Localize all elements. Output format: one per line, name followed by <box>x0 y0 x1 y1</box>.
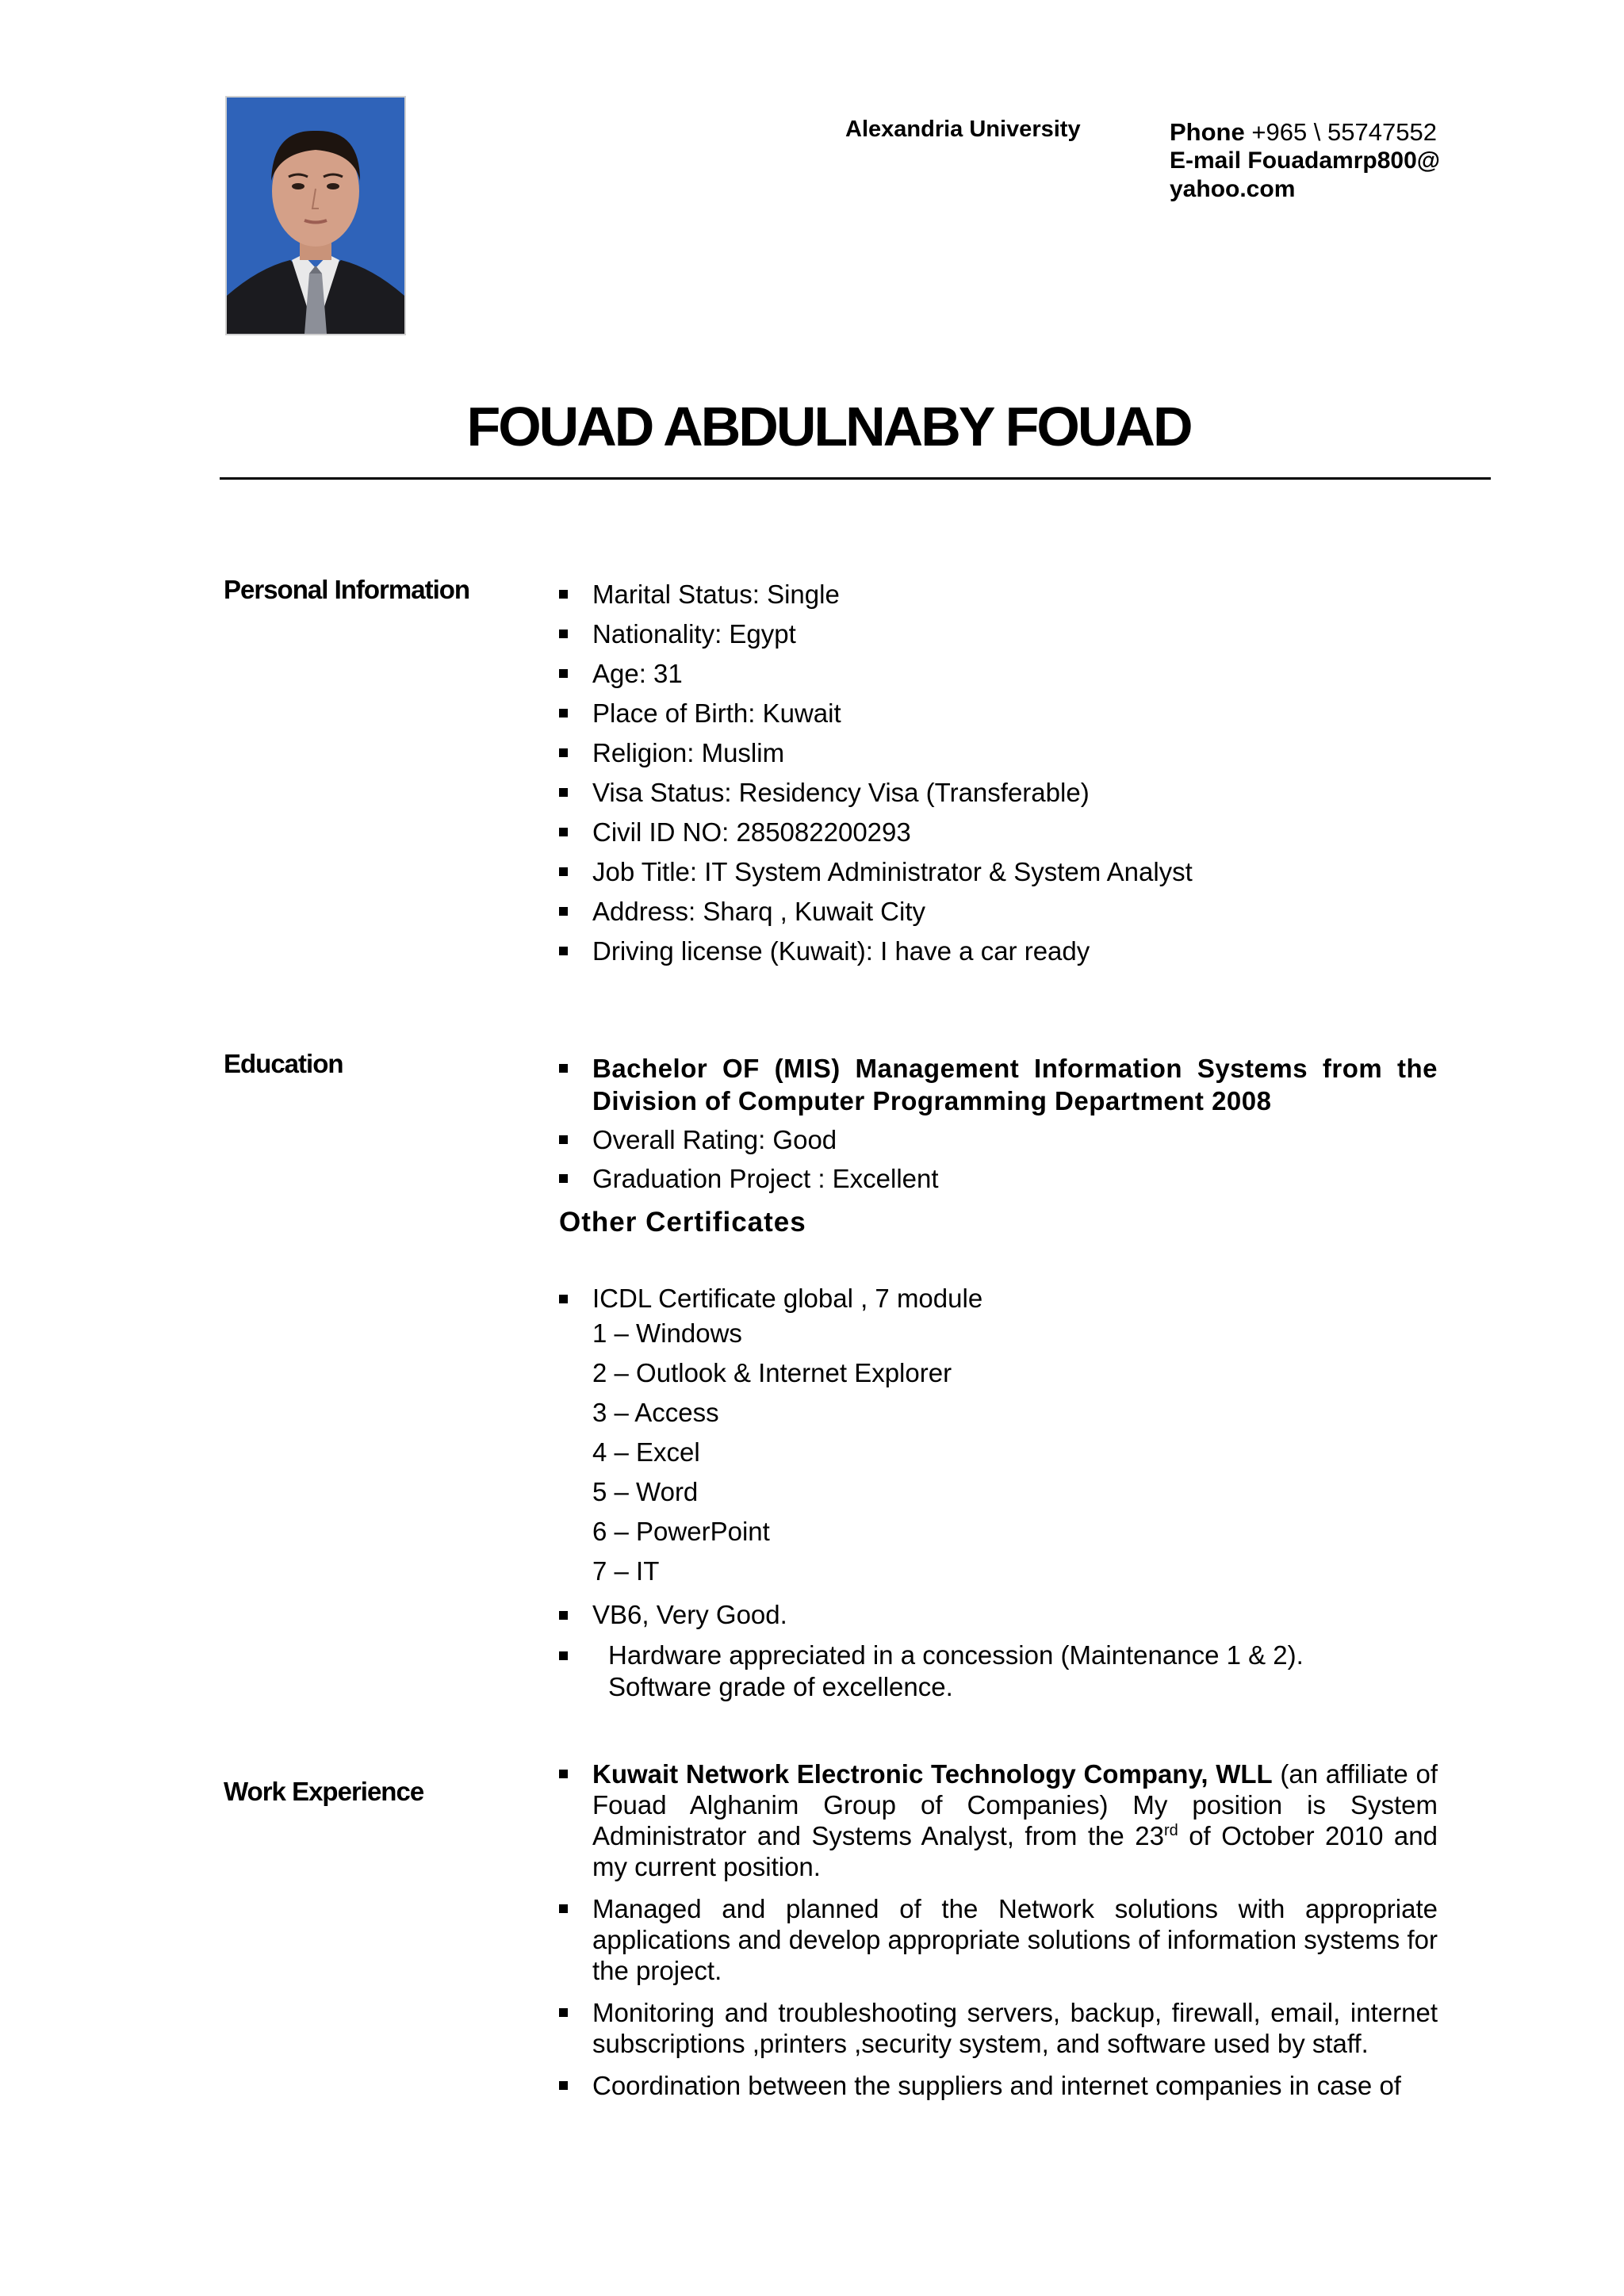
list-item: Hardware appreciated in a concession (Maintenance 1 & 2). Software grade of excellence. <box>557 1640 1438 1703</box>
email-line: E-mail Fouadamrp800@ <box>1170 147 1441 174</box>
section-label-education: Education <box>224 1049 343 1078</box>
module-item: 6 – PowerPoint <box>592 1517 770 1546</box>
list-item: Visa Status: Residency Visa (Transferable) <box>557 775 1438 815</box>
module-item: 4 – Excel <box>592 1437 700 1467</box>
list-item: Graduation Project : Excellent <box>557 1162 1438 1195</box>
degree-item: Bachelor OF (MIS) Management Information Systems from the Division of Computer Programming Department 2008 <box>557 1052 1438 1117</box>
bullet-icon <box>559 1651 568 1660</box>
list-item: Monitoring and troubleshooting servers, backup, firewall, email, internet subscriptions ,printers ,security system, and software used by staff. <box>557 1997 1438 2059</box>
bullet-icon <box>559 1611 568 1620</box>
bullet-icon <box>559 1174 568 1183</box>
education-list <box>557 1052 1438 1201</box>
work-experience-list <box>557 1758 1438 2112</box>
bullet-icon <box>559 590 568 599</box>
list-item: Overall Rating: Good <box>557 1123 1438 1156</box>
candidate-name: FOUAD ABDULNABY FOUAD <box>466 396 1191 457</box>
other-certificates-heading: Other Certificates <box>559 1207 806 1238</box>
phone-line <box>1170 118 1503 147</box>
bullet-icon <box>559 947 568 955</box>
list-item: Address: Sharq , Kuwait City <box>557 894 1438 934</box>
list-item: Religion: Muslim <box>557 736 1438 775</box>
bullet-icon <box>559 1904 568 1913</box>
bullet-icon <box>559 1295 568 1303</box>
bullet-icon <box>559 2008 568 2017</box>
header-divider <box>220 477 1491 480</box>
bullet-icon <box>559 907 568 916</box>
bullet-icon <box>559 828 568 836</box>
list-item: ICDL Certificate global , 7 module <box>557 1283 1438 1314</box>
vb6-item-list <box>557 1599 1438 1631</box>
icdl-modules-list <box>592 1318 952 1595</box>
phone-value: +965 \ 55747552 <box>1251 118 1437 146</box>
bullet-icon <box>559 669 568 678</box>
list-item: VB6, Very Good. <box>557 1599 1438 1631</box>
section-label-work: Work Experience <box>224 1777 424 1806</box>
icdl-item-list <box>557 1283 1438 1314</box>
list-item: Nationality: Egypt <box>557 617 1438 656</box>
bullet-icon <box>559 748 568 757</box>
module-item: 7 – IT <box>592 1556 660 1586</box>
module-item: 1 – Windows <box>592 1318 742 1348</box>
module-item: 5 – Word <box>592 1477 699 1506</box>
bullet-icon <box>559 1135 568 1144</box>
list-item: Age: 31 <box>557 656 1438 696</box>
university: Alexandria University <box>845 117 1081 142</box>
bullet-icon <box>559 1770 568 1778</box>
contact-block <box>1170 118 1503 204</box>
list-item: Coordination between the suppliers and internet companies in case of <box>557 2070 1438 2101</box>
list-item: Place of Birth: Kuwait <box>557 696 1438 736</box>
bullet-icon <box>559 1064 568 1073</box>
bullet-icon <box>559 788 568 797</box>
hardware-item-list <box>557 1640 1438 1703</box>
module-item: 2 – Outlook & Internet Explorer <box>592 1358 952 1387</box>
bullet-icon <box>559 629 568 638</box>
list-item: Managed and planned of the Network solutions with appropriate applications and develop appropriate solutions of information systems for the project. <box>557 1893 1438 1986</box>
module-item: 3 – Access <box>592 1398 719 1427</box>
personal-info-list <box>557 577 1438 974</box>
list-item: Driving license (Kuwait): I have a car ready <box>557 934 1438 974</box>
section-label-personal: Personal Information <box>224 575 470 604</box>
email-line-continued: yahoo.com <box>1170 176 1296 202</box>
list-item: Job Title: IT System Administrator & System Analyst <box>557 855 1438 894</box>
bullet-icon <box>559 867 568 876</box>
phone-label: Phone <box>1170 118 1245 146</box>
profile-photo <box>227 98 404 334</box>
company-name: Kuwait Network Electronic Technology Company, WLL <box>592 1759 1273 1789</box>
bullet-icon <box>559 709 568 718</box>
list-item: Civil ID NO: 285082200293 <box>557 815 1438 855</box>
bullet-icon <box>559 2081 568 2090</box>
list-item: Marital Status: Single <box>557 577 1438 617</box>
list-item: Kuwait Network Electronic Technology Company, WLL (an affiliate of Fouad Alghanim Group of Companies) My position is System Administrator and Systems Analyst, from the 23rd of October 2010 and my current position. <box>557 1758 1438 1882</box>
